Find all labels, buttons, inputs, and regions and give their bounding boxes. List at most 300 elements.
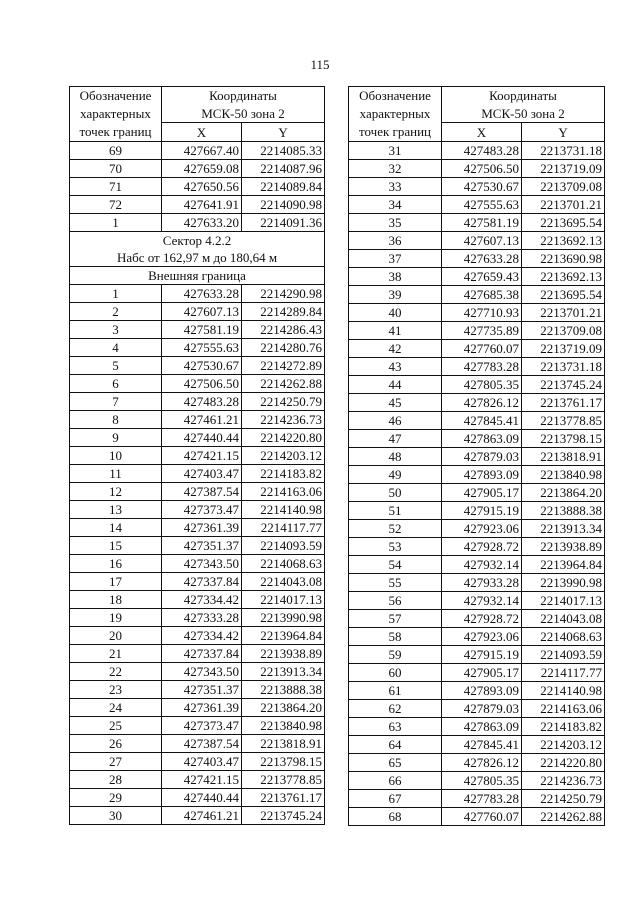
coord-x: 427483.28 xyxy=(442,142,522,160)
table-row xyxy=(70,537,325,555)
point-number: 52 xyxy=(349,520,442,538)
coord-x: 427667.40 xyxy=(162,142,242,160)
point-number: 22 xyxy=(70,663,162,681)
point-number: 17 xyxy=(70,573,162,591)
point-number: 19 xyxy=(70,609,162,627)
coord-y: 2214087.96 xyxy=(242,160,325,178)
coord-x: 427461.21 xyxy=(162,807,242,825)
point-number: 34 xyxy=(349,196,442,214)
coord-x: 427659.08 xyxy=(162,160,242,178)
coord-x: 427685.38 xyxy=(442,286,522,304)
coord-x: 427555.63 xyxy=(442,196,522,214)
coord-y: 2214117.77 xyxy=(522,664,605,682)
left-rows-top xyxy=(70,142,325,232)
coord-y: 2214236.73 xyxy=(242,411,325,429)
coord-x: 427760.07 xyxy=(442,340,522,358)
coord-x: 427387.54 xyxy=(162,483,242,501)
table-row xyxy=(70,375,325,393)
point-number: 1 xyxy=(70,285,162,303)
coord-x: 427581.19 xyxy=(442,214,522,232)
point-number: 9 xyxy=(70,429,162,447)
coord-x: 427333.28 xyxy=(162,609,242,627)
coord-x: 427334.42 xyxy=(162,591,242,609)
coord-y: 2214203.12 xyxy=(242,447,325,465)
coord-x: 427863.09 xyxy=(442,718,522,736)
coord-y: 2213701.21 xyxy=(522,196,605,214)
coord-x: 427826.12 xyxy=(442,394,522,412)
coord-y: 2214286.43 xyxy=(242,321,325,339)
coord-x: 427710.93 xyxy=(442,304,522,322)
table-row xyxy=(349,376,605,394)
coord-y: 2213695.54 xyxy=(522,286,605,304)
coord-y: 2213692.13 xyxy=(522,268,605,286)
point-number: 30 xyxy=(70,807,162,825)
coord-y: 2213761.17 xyxy=(242,789,325,807)
point-number: 2 xyxy=(70,303,162,321)
table-row xyxy=(70,447,325,465)
table-row xyxy=(349,664,605,682)
table-row xyxy=(349,286,605,304)
coord-x: 427805.35 xyxy=(442,772,522,790)
coord-y: 2213701.21 xyxy=(522,304,605,322)
coord-y: 2213864.20 xyxy=(522,484,605,502)
table-row xyxy=(349,700,605,718)
coord-x: 427905.17 xyxy=(442,664,522,682)
coord-x: 427760.07 xyxy=(442,808,522,826)
point-number: 53 xyxy=(349,538,442,556)
coord-y: 2214290.98 xyxy=(242,285,325,303)
header-point-code-line-2: характерных xyxy=(80,106,151,121)
table-row xyxy=(349,520,605,538)
point-number: 50 xyxy=(349,484,442,502)
coord-x: 427530.67 xyxy=(162,357,242,375)
coord-y: 2213761.17 xyxy=(522,394,605,412)
point-number: 26 xyxy=(70,735,162,753)
coord-x: 427343.50 xyxy=(162,555,242,573)
coord-y: 2214089.84 xyxy=(242,178,325,196)
coord-y: 2214068.63 xyxy=(522,628,605,646)
point-number: 72 xyxy=(70,196,162,214)
header-coords-system: МСК-50 зона 2 xyxy=(442,105,605,123)
table-row xyxy=(70,663,325,681)
right-rows xyxy=(349,142,605,826)
point-number: 4 xyxy=(70,339,162,357)
coord-y: 2213719.09 xyxy=(522,340,605,358)
coord-x: 427555.63 xyxy=(162,339,242,357)
coord-x: 427928.72 xyxy=(442,610,522,628)
coord-y: 2213695.54 xyxy=(522,214,605,232)
header-coords-title: Координаты xyxy=(442,87,605,105)
coord-y: 2214091.36 xyxy=(242,214,325,232)
point-number: 33 xyxy=(349,178,442,196)
coord-x: 427351.37 xyxy=(162,681,242,699)
coord-y: 2213964.84 xyxy=(242,627,325,645)
point-number: 27 xyxy=(70,753,162,771)
coord-y: 2214250.79 xyxy=(242,393,325,411)
header-coords-system: МСК-50 зона 2 xyxy=(162,105,325,123)
coord-y: 2214017.13 xyxy=(242,591,325,609)
point-number: 40 xyxy=(349,304,442,322)
table-row xyxy=(349,178,605,196)
coord-x: 427641.91 xyxy=(162,196,242,214)
point-number: 39 xyxy=(349,286,442,304)
coord-x: 427483.28 xyxy=(162,393,242,411)
coord-x: 427607.13 xyxy=(442,232,522,250)
point-number: 20 xyxy=(70,627,162,645)
table-row xyxy=(70,214,325,232)
coord-y: 2213818.91 xyxy=(242,735,325,753)
table-row xyxy=(349,412,605,430)
table-row xyxy=(349,250,605,268)
left-rows-bottom xyxy=(70,285,325,825)
coord-y: 2214068.63 xyxy=(242,555,325,573)
table-row xyxy=(349,772,605,790)
table-row xyxy=(349,574,605,592)
point-number: 6 xyxy=(70,375,162,393)
table-row xyxy=(70,196,325,214)
coord-y: 2213692.13 xyxy=(522,232,605,250)
coord-y: 2213964.84 xyxy=(522,556,605,574)
point-number: 68 xyxy=(349,808,442,826)
point-number: 29 xyxy=(70,789,162,807)
table-header xyxy=(349,87,605,142)
table-row xyxy=(349,340,605,358)
coord-y: 2213745.24 xyxy=(522,376,605,394)
coord-x: 427933.28 xyxy=(442,574,522,592)
header-point-code-line-2: характерных xyxy=(359,106,431,121)
point-number: 44 xyxy=(349,376,442,394)
header-coords-title: Координаты xyxy=(162,87,325,105)
coord-x: 427845.41 xyxy=(442,412,522,430)
coord-x: 427334.42 xyxy=(162,627,242,645)
coord-x: 427337.84 xyxy=(162,645,242,663)
coord-y: 2214043.08 xyxy=(242,573,325,591)
coord-x: 427826.12 xyxy=(442,754,522,772)
coord-x: 427506.50 xyxy=(162,375,242,393)
table-row xyxy=(349,790,605,808)
point-number: 55 xyxy=(349,574,442,592)
header-point-code-line-1: Обозначение xyxy=(79,88,152,103)
table-row xyxy=(349,322,605,340)
point-number: 70 xyxy=(70,160,162,178)
table-row xyxy=(349,196,605,214)
coord-x: 427387.54 xyxy=(162,735,242,753)
coord-x: 427633.20 xyxy=(162,214,242,232)
coord-x: 427783.28 xyxy=(442,790,522,808)
coord-y: 2214236.73 xyxy=(522,772,605,790)
table-row xyxy=(349,592,605,610)
table-row xyxy=(349,466,605,484)
coord-x: 427893.09 xyxy=(442,466,522,484)
coord-x: 427373.47 xyxy=(162,717,242,735)
coord-x: 427932.14 xyxy=(442,556,522,574)
table-row xyxy=(349,646,605,664)
coord-y: 2213709.08 xyxy=(522,178,605,196)
point-number: 18 xyxy=(70,591,162,609)
point-number: 66 xyxy=(349,772,442,790)
point-number: 56 xyxy=(349,592,442,610)
coord-x: 427879.03 xyxy=(442,700,522,718)
table-row xyxy=(349,430,605,448)
coord-y: 2213913.34 xyxy=(242,663,325,681)
coordinates-table-right xyxy=(348,86,605,826)
coord-x: 427915.19 xyxy=(442,502,522,520)
coord-x: 427506.50 xyxy=(442,160,522,178)
boundary-label: Внешняя граница xyxy=(70,267,325,285)
coord-y: 2213990.98 xyxy=(522,574,605,592)
coord-y: 2214140.98 xyxy=(242,501,325,519)
coord-y: 2214272.89 xyxy=(242,357,325,375)
point-number: 37 xyxy=(349,250,442,268)
table-row xyxy=(70,555,325,573)
point-number: 69 xyxy=(70,142,162,160)
coordinates-table-left xyxy=(69,86,325,825)
header-x: X xyxy=(162,123,242,142)
point-number: 54 xyxy=(349,556,442,574)
coord-x: 427650.56 xyxy=(162,178,242,196)
point-number: 49 xyxy=(349,466,442,484)
coord-x: 427879.03 xyxy=(442,448,522,466)
table-row xyxy=(349,484,605,502)
table-row xyxy=(349,718,605,736)
table-row xyxy=(70,789,325,807)
coord-x: 427581.19 xyxy=(162,321,242,339)
page-number: 115 xyxy=(310,57,330,72)
coord-x: 427783.28 xyxy=(442,358,522,376)
coord-x: 427421.15 xyxy=(162,447,242,465)
table-row xyxy=(70,501,325,519)
point-number: 47 xyxy=(349,430,442,448)
header-y: Y xyxy=(522,123,605,142)
point-number: 71 xyxy=(70,178,162,196)
point-number: 24 xyxy=(70,699,162,717)
table-row xyxy=(349,160,605,178)
sector-title: Сектор 4.2.2 xyxy=(70,232,325,250)
table-row xyxy=(70,178,325,196)
point-number: 1 xyxy=(70,214,162,232)
table-row xyxy=(349,268,605,286)
point-number: 61 xyxy=(349,682,442,700)
coord-y: 2214262.88 xyxy=(522,808,605,826)
coord-x: 427361.39 xyxy=(162,519,242,537)
coord-y: 2214183.82 xyxy=(242,465,325,483)
table-row xyxy=(349,754,605,772)
coord-y: 2214090.98 xyxy=(242,196,325,214)
coord-x: 427863.09 xyxy=(442,430,522,448)
coord-y: 2213938.89 xyxy=(522,538,605,556)
table-row xyxy=(70,160,325,178)
coord-y: 2214250.79 xyxy=(522,790,605,808)
table-row xyxy=(70,753,325,771)
coord-x: 427403.47 xyxy=(162,753,242,771)
table-row xyxy=(349,448,605,466)
table-row xyxy=(349,358,605,376)
table-row xyxy=(70,627,325,645)
coord-x: 427905.17 xyxy=(442,484,522,502)
coord-x: 427633.28 xyxy=(162,285,242,303)
coord-y: 2213990.98 xyxy=(242,609,325,627)
point-number: 65 xyxy=(349,754,442,772)
header-y: Y xyxy=(242,123,325,142)
coord-x: 427607.13 xyxy=(162,303,242,321)
coord-x: 427351.37 xyxy=(162,537,242,555)
point-number: 15 xyxy=(70,537,162,555)
point-number: 48 xyxy=(349,448,442,466)
header-point-code-line-3: точек границ xyxy=(358,124,432,139)
point-number: 28 xyxy=(70,771,162,789)
point-number: 62 xyxy=(349,700,442,718)
coord-y: 2213690.98 xyxy=(522,250,605,268)
coord-x: 427633.28 xyxy=(442,250,522,268)
point-number: 31 xyxy=(349,142,442,160)
table-row xyxy=(70,321,325,339)
coord-x: 427659.43 xyxy=(442,268,522,286)
coord-x: 427928.72 xyxy=(442,538,522,556)
table-row xyxy=(349,556,605,574)
coord-y: 2213719.09 xyxy=(522,160,605,178)
coord-y: 2213840.98 xyxy=(242,717,325,735)
coord-y: 2214183.82 xyxy=(522,718,605,736)
sector-height-range: Набс от 162,97 м до 180,64 м xyxy=(70,249,325,267)
header-point-code-line-3: точек границ xyxy=(79,124,152,139)
table-row xyxy=(349,232,605,250)
point-number: 51 xyxy=(349,502,442,520)
point-number: 11 xyxy=(70,465,162,483)
coord-y: 2213938.89 xyxy=(242,645,325,663)
point-number: 12 xyxy=(70,483,162,501)
table-row xyxy=(349,610,605,628)
sector-block xyxy=(70,232,325,285)
header-point-code-line-1: Обозначение xyxy=(359,88,431,103)
coord-x: 427735.89 xyxy=(442,322,522,340)
coord-x: 427845.41 xyxy=(442,736,522,754)
point-number: 57 xyxy=(349,610,442,628)
table-row xyxy=(349,502,605,520)
table-row xyxy=(70,519,325,537)
point-number: 35 xyxy=(349,214,442,232)
table-row xyxy=(70,645,325,663)
coord-x: 427440.44 xyxy=(162,429,242,447)
coord-x: 427337.84 xyxy=(162,573,242,591)
coord-y: 2214220.80 xyxy=(522,754,605,772)
coord-y: 2214289.84 xyxy=(242,303,325,321)
table-row xyxy=(70,591,325,609)
table-row xyxy=(70,429,325,447)
table-row xyxy=(70,735,325,753)
point-number: 5 xyxy=(70,357,162,375)
coord-y: 2214117.77 xyxy=(242,519,325,537)
table-row xyxy=(349,736,605,754)
table-row xyxy=(70,807,325,825)
table-row xyxy=(70,483,325,501)
point-number: 23 xyxy=(70,681,162,699)
coord-y: 2213864.20 xyxy=(242,699,325,717)
coord-x: 427932.14 xyxy=(442,592,522,610)
coord-y: 2214017.13 xyxy=(522,592,605,610)
table-row xyxy=(70,393,325,411)
coord-y: 2214140.98 xyxy=(522,682,605,700)
table-row xyxy=(349,538,605,556)
coord-y: 2214262.88 xyxy=(242,375,325,393)
coord-y: 2213913.34 xyxy=(522,520,605,538)
point-number: 41 xyxy=(349,322,442,340)
table-row xyxy=(70,573,325,591)
point-number: 32 xyxy=(349,160,442,178)
coord-y: 2213888.38 xyxy=(522,502,605,520)
coord-x: 427923.06 xyxy=(442,520,522,538)
table-row xyxy=(349,304,605,322)
table-row xyxy=(70,771,325,789)
coord-x: 427530.67 xyxy=(442,178,522,196)
header-x: X xyxy=(442,123,522,142)
table-header xyxy=(70,87,325,142)
table-row xyxy=(70,717,325,735)
coord-y: 2213778.85 xyxy=(522,412,605,430)
coord-x: 427805.35 xyxy=(442,376,522,394)
table-row xyxy=(70,411,325,429)
table-row xyxy=(70,339,325,357)
coord-x: 427915.19 xyxy=(442,646,522,664)
point-number: 14 xyxy=(70,519,162,537)
coord-y: 2213888.38 xyxy=(242,681,325,699)
header-point-code xyxy=(70,87,162,142)
point-number: 25 xyxy=(70,717,162,735)
coord-x: 427361.39 xyxy=(162,699,242,717)
coord-y: 2213709.08 xyxy=(522,322,605,340)
table-row xyxy=(349,142,605,160)
point-number: 43 xyxy=(349,358,442,376)
coord-y: 2213798.15 xyxy=(242,753,325,771)
point-number: 42 xyxy=(349,340,442,358)
point-number: 58 xyxy=(349,628,442,646)
point-number: 45 xyxy=(349,394,442,412)
coord-x: 427373.47 xyxy=(162,501,242,519)
coord-y: 2213798.15 xyxy=(522,430,605,448)
table-row xyxy=(70,142,325,160)
point-number: 64 xyxy=(349,736,442,754)
coord-x: 427403.47 xyxy=(162,465,242,483)
table-row xyxy=(70,699,325,717)
point-number: 36 xyxy=(349,232,442,250)
point-number: 21 xyxy=(70,645,162,663)
coord-x: 427440.44 xyxy=(162,789,242,807)
point-number: 3 xyxy=(70,321,162,339)
point-number: 10 xyxy=(70,447,162,465)
coord-y: 2214043.08 xyxy=(522,610,605,628)
point-number: 63 xyxy=(349,718,442,736)
table-row xyxy=(70,465,325,483)
coord-x: 427421.15 xyxy=(162,771,242,789)
table-row xyxy=(70,357,325,375)
table-row xyxy=(349,394,605,412)
coord-y: 2213745.24 xyxy=(242,807,325,825)
coord-y: 2213818.91 xyxy=(522,448,605,466)
point-number: 13 xyxy=(70,501,162,519)
coord-x: 427461.21 xyxy=(162,411,242,429)
coord-y: 2213731.18 xyxy=(522,142,605,160)
table-row xyxy=(349,808,605,826)
coord-y: 2214203.12 xyxy=(522,736,605,754)
table-row xyxy=(349,682,605,700)
coord-y: 2213731.18 xyxy=(522,358,605,376)
coord-y: 2214220.80 xyxy=(242,429,325,447)
coord-x: 427343.50 xyxy=(162,663,242,681)
coord-y: 2214280.76 xyxy=(242,339,325,357)
table-row xyxy=(70,285,325,303)
coord-y: 2214093.59 xyxy=(522,646,605,664)
point-number: 59 xyxy=(349,646,442,664)
point-number: 16 xyxy=(70,555,162,573)
